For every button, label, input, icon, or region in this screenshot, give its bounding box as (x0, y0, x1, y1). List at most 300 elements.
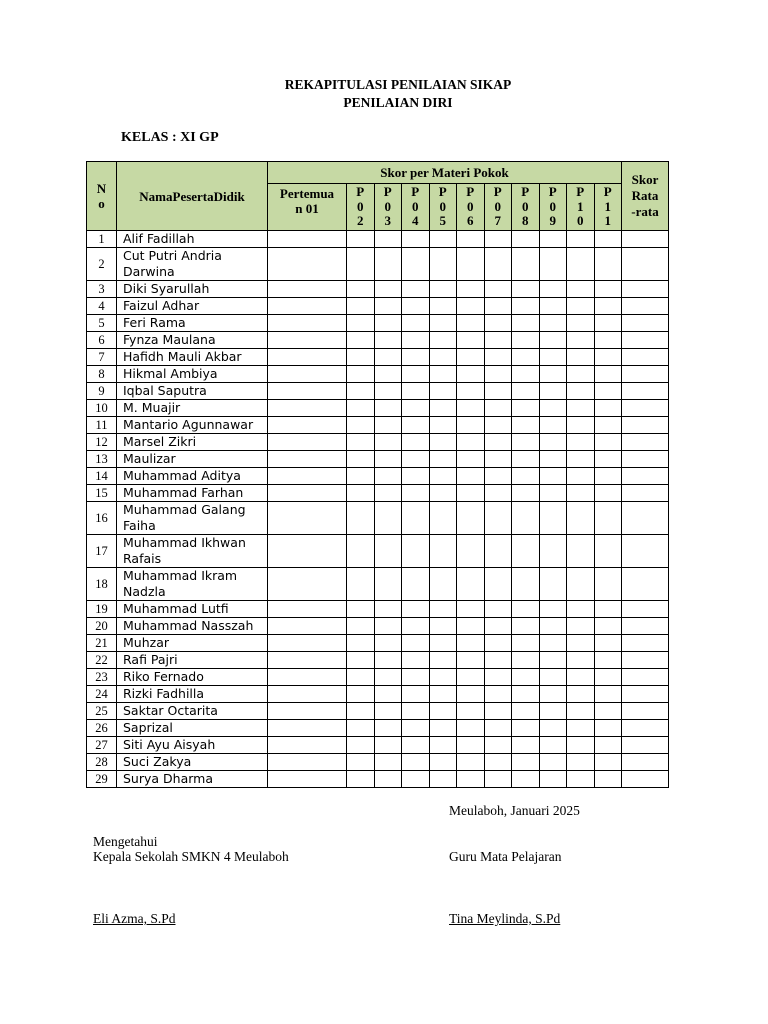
score-cell[interactable] (594, 720, 622, 737)
score-cell[interactable] (457, 468, 485, 485)
score-cell[interactable] (347, 720, 375, 737)
score-cell[interactable] (539, 635, 567, 652)
score-cell[interactable] (347, 568, 375, 601)
score-cell[interactable] (268, 737, 347, 754)
score-cell[interactable] (347, 669, 375, 686)
score-cell[interactable] (429, 383, 457, 400)
score-cell[interactable] (457, 417, 485, 434)
score-cell[interactable] (402, 417, 430, 434)
score-cell[interactable] (594, 669, 622, 686)
score-cell[interactable] (457, 231, 485, 248)
score-cell[interactable] (484, 417, 512, 434)
score-cell[interactable] (402, 248, 430, 281)
score-cell[interactable] (539, 669, 567, 686)
score-cell[interactable] (539, 383, 567, 400)
score-cell[interactable] (268, 669, 347, 686)
average-score-cell[interactable] (622, 468, 669, 485)
score-cell[interactable] (567, 635, 595, 652)
score-cell[interactable] (567, 568, 595, 601)
score-cell[interactable] (484, 635, 512, 652)
score-cell[interactable] (512, 400, 540, 417)
score-cell[interactable] (268, 618, 347, 635)
score-cell[interactable] (374, 635, 402, 652)
score-cell[interactable] (268, 349, 347, 366)
score-cell[interactable] (539, 434, 567, 451)
score-cell[interactable] (429, 248, 457, 281)
score-cell[interactable] (457, 568, 485, 601)
score-cell[interactable] (374, 618, 402, 635)
score-cell[interactable] (457, 298, 485, 315)
score-cell[interactable] (484, 618, 512, 635)
score-cell[interactable] (594, 248, 622, 281)
score-cell[interactable] (539, 502, 567, 535)
score-cell[interactable] (268, 315, 347, 332)
score-cell[interactable] (512, 281, 540, 298)
score-cell[interactable] (539, 771, 567, 788)
score-cell[interactable] (457, 349, 485, 366)
score-cell[interactable] (268, 468, 347, 485)
score-cell[interactable] (539, 618, 567, 635)
score-cell[interactable] (374, 451, 402, 468)
score-cell[interactable] (567, 248, 595, 281)
score-cell[interactable] (429, 485, 457, 502)
score-cell[interactable] (347, 400, 375, 417)
score-cell[interactable] (402, 315, 430, 332)
score-cell[interactable] (374, 281, 402, 298)
score-cell[interactable] (429, 652, 457, 669)
score-cell[interactable] (347, 248, 375, 281)
score-cell[interactable] (429, 434, 457, 451)
score-cell[interactable] (567, 686, 595, 703)
score-cell[interactable] (429, 635, 457, 652)
score-cell[interactable] (402, 451, 430, 468)
score-cell[interactable] (539, 720, 567, 737)
average-score-cell[interactable] (622, 754, 669, 771)
score-cell[interactable] (402, 737, 430, 754)
score-cell[interactable] (594, 400, 622, 417)
score-cell[interactable] (347, 231, 375, 248)
score-cell[interactable] (347, 635, 375, 652)
score-cell[interactable] (539, 754, 567, 771)
score-cell[interactable] (484, 652, 512, 669)
score-cell[interactable] (347, 601, 375, 618)
score-cell[interactable] (484, 568, 512, 601)
score-cell[interactable] (539, 485, 567, 502)
score-cell[interactable] (594, 635, 622, 652)
average-score-cell[interactable] (622, 231, 669, 248)
score-cell[interactable] (374, 703, 402, 720)
score-cell[interactable] (268, 703, 347, 720)
score-cell[interactable] (512, 231, 540, 248)
score-cell[interactable] (539, 281, 567, 298)
score-cell[interactable] (567, 400, 595, 417)
score-cell[interactable] (594, 451, 622, 468)
score-cell[interactable] (374, 400, 402, 417)
score-cell[interactable] (512, 417, 540, 434)
score-cell[interactable] (347, 618, 375, 635)
score-cell[interactable] (374, 315, 402, 332)
score-cell[interactable] (402, 703, 430, 720)
score-cell[interactable] (268, 383, 347, 400)
average-score-cell[interactable] (622, 686, 669, 703)
score-cell[interactable] (539, 652, 567, 669)
score-cell[interactable] (429, 400, 457, 417)
score-cell[interactable] (402, 502, 430, 535)
score-cell[interactable] (402, 366, 430, 383)
score-cell[interactable] (347, 315, 375, 332)
score-cell[interactable] (402, 535, 430, 568)
score-cell[interactable] (402, 332, 430, 349)
score-cell[interactable] (347, 383, 375, 400)
score-cell[interactable] (567, 485, 595, 502)
score-cell[interactable] (347, 535, 375, 568)
score-cell[interactable] (347, 485, 375, 502)
score-cell[interactable] (402, 618, 430, 635)
score-cell[interactable] (457, 737, 485, 754)
score-cell[interactable] (402, 400, 430, 417)
score-cell[interactable] (268, 298, 347, 315)
score-cell[interactable] (374, 535, 402, 568)
score-cell[interactable] (347, 468, 375, 485)
score-cell[interactable] (429, 669, 457, 686)
score-cell[interactable] (457, 601, 485, 618)
score-cell[interactable] (457, 720, 485, 737)
score-cell[interactable] (484, 535, 512, 568)
score-cell[interactable] (512, 451, 540, 468)
score-cell[interactable] (268, 366, 347, 383)
score-cell[interactable] (347, 451, 375, 468)
score-cell[interactable] (374, 652, 402, 669)
score-cell[interactable] (429, 686, 457, 703)
score-cell[interactable] (512, 703, 540, 720)
score-cell[interactable] (402, 383, 430, 400)
score-cell[interactable] (484, 349, 512, 366)
average-score-cell[interactable] (622, 315, 669, 332)
average-score-cell[interactable] (622, 635, 669, 652)
score-cell[interactable] (539, 703, 567, 720)
score-cell[interactable] (567, 451, 595, 468)
score-cell[interactable] (374, 686, 402, 703)
score-cell[interactable] (484, 502, 512, 535)
score-cell[interactable] (347, 366, 375, 383)
score-cell[interactable] (374, 502, 402, 535)
score-cell[interactable] (402, 281, 430, 298)
score-cell[interactable] (539, 686, 567, 703)
score-cell[interactable] (402, 349, 430, 366)
score-cell[interactable] (594, 281, 622, 298)
average-score-cell[interactable] (622, 332, 669, 349)
score-cell[interactable] (457, 686, 485, 703)
score-cell[interactable] (512, 332, 540, 349)
score-cell[interactable] (484, 451, 512, 468)
score-cell[interactable] (457, 485, 485, 502)
score-cell[interactable] (402, 231, 430, 248)
average-score-cell[interactable] (622, 298, 669, 315)
score-cell[interactable] (567, 502, 595, 535)
score-cell[interactable] (374, 737, 402, 754)
score-cell[interactable] (567, 618, 595, 635)
score-cell[interactable] (512, 754, 540, 771)
score-cell[interactable] (457, 502, 485, 535)
score-cell[interactable] (567, 754, 595, 771)
average-score-cell[interactable] (622, 652, 669, 669)
score-cell[interactable] (594, 485, 622, 502)
score-cell[interactable] (594, 332, 622, 349)
score-cell[interactable] (512, 349, 540, 366)
score-cell[interactable] (484, 231, 512, 248)
average-score-cell[interactable] (622, 349, 669, 366)
score-cell[interactable] (347, 502, 375, 535)
score-cell[interactable] (268, 400, 347, 417)
score-cell[interactable] (594, 349, 622, 366)
score-cell[interactable] (374, 485, 402, 502)
score-cell[interactable] (347, 332, 375, 349)
score-cell[interactable] (567, 231, 595, 248)
average-score-cell[interactable] (622, 281, 669, 298)
score-cell[interactable] (539, 400, 567, 417)
score-cell[interactable] (347, 737, 375, 754)
score-cell[interactable] (512, 248, 540, 281)
score-cell[interactable] (374, 568, 402, 601)
score-cell[interactable] (484, 332, 512, 349)
score-cell[interactable] (484, 281, 512, 298)
score-cell[interactable] (594, 686, 622, 703)
average-score-cell[interactable] (622, 737, 669, 754)
score-cell[interactable] (484, 754, 512, 771)
score-cell[interactable] (539, 737, 567, 754)
score-cell[interactable] (457, 635, 485, 652)
score-cell[interactable] (594, 502, 622, 535)
score-cell[interactable] (402, 771, 430, 788)
score-cell[interactable] (268, 771, 347, 788)
average-score-cell[interactable] (622, 383, 669, 400)
score-cell[interactable] (512, 568, 540, 601)
score-cell[interactable] (567, 315, 595, 332)
average-score-cell[interactable] (622, 451, 669, 468)
score-cell[interactable] (429, 703, 457, 720)
score-cell[interactable] (484, 298, 512, 315)
score-cell[interactable] (594, 366, 622, 383)
score-cell[interactable] (374, 298, 402, 315)
score-cell[interactable] (347, 281, 375, 298)
score-cell[interactable] (268, 281, 347, 298)
score-cell[interactable] (429, 720, 457, 737)
score-cell[interactable] (594, 601, 622, 618)
score-cell[interactable] (268, 417, 347, 434)
score-cell[interactable] (512, 771, 540, 788)
score-cell[interactable] (512, 298, 540, 315)
score-cell[interactable] (347, 298, 375, 315)
score-cell[interactable] (268, 568, 347, 601)
score-cell[interactable] (512, 669, 540, 686)
score-cell[interactable] (429, 366, 457, 383)
score-cell[interactable] (402, 669, 430, 686)
score-cell[interactable] (594, 315, 622, 332)
average-score-cell[interactable] (622, 703, 669, 720)
score-cell[interactable] (268, 451, 347, 468)
score-cell[interactable] (374, 332, 402, 349)
score-cell[interactable] (539, 568, 567, 601)
score-cell[interactable] (512, 485, 540, 502)
score-cell[interactable] (567, 417, 595, 434)
score-cell[interactable] (268, 720, 347, 737)
score-cell[interactable] (539, 601, 567, 618)
score-cell[interactable] (429, 754, 457, 771)
score-cell[interactable] (402, 686, 430, 703)
score-cell[interactable] (402, 652, 430, 669)
score-cell[interactable] (268, 652, 347, 669)
score-cell[interactable] (429, 601, 457, 618)
score-cell[interactable] (594, 231, 622, 248)
score-cell[interactable] (567, 771, 595, 788)
average-score-cell[interactable] (622, 502, 669, 535)
average-score-cell[interactable] (622, 417, 669, 434)
score-cell[interactable] (402, 601, 430, 618)
score-cell[interactable] (594, 383, 622, 400)
score-cell[interactable] (429, 349, 457, 366)
average-score-cell[interactable] (622, 618, 669, 635)
score-cell[interactable] (539, 315, 567, 332)
score-cell[interactable] (567, 332, 595, 349)
score-cell[interactable] (429, 332, 457, 349)
score-cell[interactable] (457, 383, 485, 400)
score-cell[interactable] (374, 349, 402, 366)
score-cell[interactable] (457, 315, 485, 332)
score-cell[interactable] (457, 535, 485, 568)
score-cell[interactable] (457, 669, 485, 686)
score-cell[interactable] (402, 485, 430, 502)
score-cell[interactable] (484, 366, 512, 383)
average-score-cell[interactable] (622, 601, 669, 618)
score-cell[interactable] (457, 400, 485, 417)
score-cell[interactable] (567, 468, 595, 485)
score-cell[interactable] (539, 451, 567, 468)
score-cell[interactable] (484, 434, 512, 451)
score-cell[interactable] (512, 601, 540, 618)
score-cell[interactable] (484, 400, 512, 417)
average-score-cell[interactable] (622, 434, 669, 451)
score-cell[interactable] (347, 771, 375, 788)
score-cell[interactable] (429, 468, 457, 485)
score-cell[interactable] (484, 248, 512, 281)
score-cell[interactable] (484, 601, 512, 618)
score-cell[interactable] (539, 248, 567, 281)
score-cell[interactable] (429, 281, 457, 298)
score-cell[interactable] (268, 635, 347, 652)
score-cell[interactable] (567, 434, 595, 451)
average-score-cell[interactable] (622, 669, 669, 686)
score-cell[interactable] (567, 652, 595, 669)
score-cell[interactable] (567, 366, 595, 383)
score-cell[interactable] (457, 332, 485, 349)
score-cell[interactable] (484, 686, 512, 703)
score-cell[interactable] (457, 652, 485, 669)
score-cell[interactable] (512, 635, 540, 652)
score-cell[interactable] (429, 315, 457, 332)
score-cell[interactable] (374, 231, 402, 248)
score-cell[interactable] (567, 383, 595, 400)
average-score-cell[interactable] (622, 366, 669, 383)
score-cell[interactable] (374, 434, 402, 451)
score-cell[interactable] (457, 451, 485, 468)
score-cell[interactable] (268, 434, 347, 451)
score-cell[interactable] (374, 771, 402, 788)
score-cell[interactable] (539, 535, 567, 568)
score-cell[interactable] (457, 703, 485, 720)
score-cell[interactable] (512, 737, 540, 754)
average-score-cell[interactable] (622, 771, 669, 788)
score-cell[interactable] (484, 485, 512, 502)
score-cell[interactable] (512, 502, 540, 535)
score-cell[interactable] (374, 468, 402, 485)
score-cell[interactable] (374, 754, 402, 771)
score-cell[interactable] (429, 451, 457, 468)
score-cell[interactable] (347, 754, 375, 771)
average-score-cell[interactable] (622, 248, 669, 281)
score-cell[interactable] (594, 771, 622, 788)
score-cell[interactable] (429, 417, 457, 434)
score-cell[interactable] (429, 502, 457, 535)
score-cell[interactable] (484, 737, 512, 754)
score-cell[interactable] (429, 771, 457, 788)
score-cell[interactable] (457, 366, 485, 383)
score-cell[interactable] (539, 332, 567, 349)
score-cell[interactable] (512, 315, 540, 332)
score-cell[interactable] (374, 417, 402, 434)
score-cell[interactable] (457, 754, 485, 771)
score-cell[interactable] (539, 298, 567, 315)
score-cell[interactable] (484, 468, 512, 485)
score-cell[interactable] (347, 434, 375, 451)
score-cell[interactable] (429, 618, 457, 635)
score-cell[interactable] (567, 349, 595, 366)
score-cell[interactable] (567, 737, 595, 754)
score-cell[interactable] (429, 568, 457, 601)
score-cell[interactable] (484, 315, 512, 332)
score-cell[interactable] (594, 737, 622, 754)
score-cell[interactable] (594, 535, 622, 568)
score-cell[interactable] (402, 635, 430, 652)
score-cell[interactable] (268, 601, 347, 618)
score-cell[interactable] (539, 468, 567, 485)
score-cell[interactable] (457, 618, 485, 635)
score-cell[interactable] (484, 703, 512, 720)
score-cell[interactable] (539, 366, 567, 383)
score-cell[interactable] (567, 535, 595, 568)
score-cell[interactable] (457, 434, 485, 451)
score-cell[interactable] (347, 703, 375, 720)
score-cell[interactable] (402, 434, 430, 451)
score-cell[interactable] (594, 652, 622, 669)
score-cell[interactable] (347, 652, 375, 669)
score-cell[interactable] (268, 502, 347, 535)
average-score-cell[interactable] (622, 720, 669, 737)
score-cell[interactable] (402, 754, 430, 771)
average-score-cell[interactable] (622, 535, 669, 568)
score-cell[interactable] (347, 686, 375, 703)
score-cell[interactable] (484, 720, 512, 737)
score-cell[interactable] (594, 568, 622, 601)
average-score-cell[interactable] (622, 568, 669, 601)
score-cell[interactable] (512, 618, 540, 635)
score-cell[interactable] (402, 298, 430, 315)
score-cell[interactable] (567, 298, 595, 315)
score-cell[interactable] (512, 686, 540, 703)
score-cell[interactable] (484, 669, 512, 686)
score-cell[interactable] (374, 720, 402, 737)
score-cell[interactable] (457, 248, 485, 281)
score-cell[interactable] (567, 601, 595, 618)
